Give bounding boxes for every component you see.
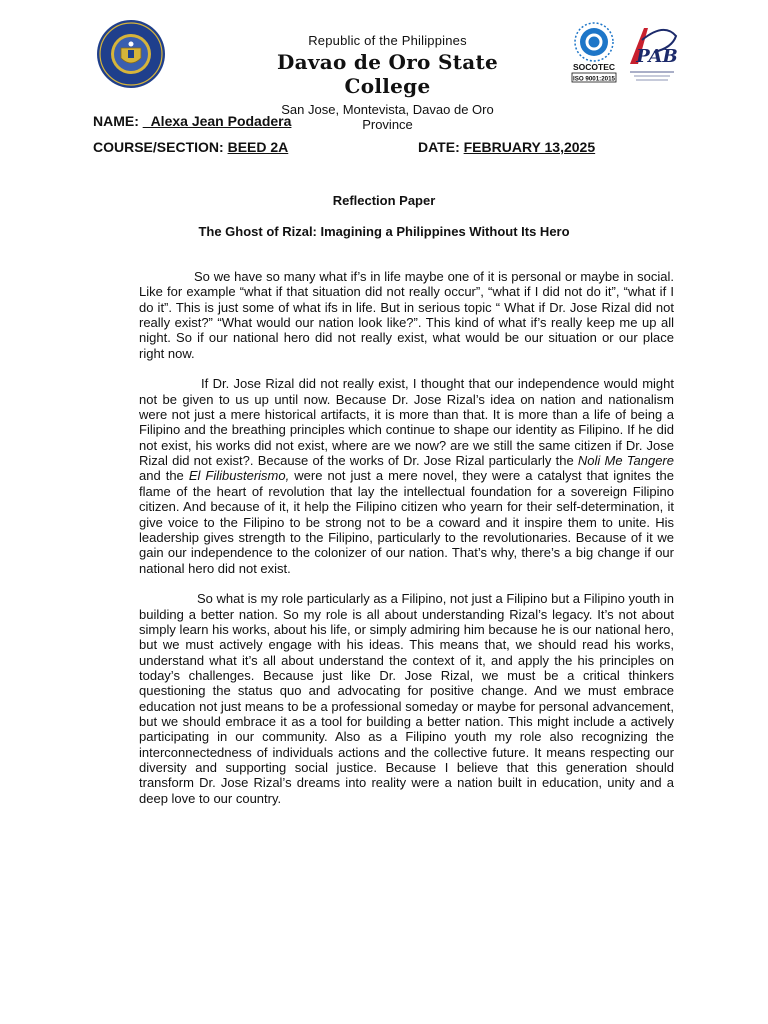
svg-text:ISO 9001:2015: ISO 9001:2015 xyxy=(573,75,615,83)
course-value: BEED 2A xyxy=(227,139,289,155)
socotec-certification-icon xyxy=(568,20,620,90)
pab-accreditation-icon xyxy=(624,18,680,90)
document-type: Reflection Paper xyxy=(332,193,436,208)
republic-label: Republic of the Philippines xyxy=(308,33,467,48)
date-label: DATE: xyxy=(418,139,460,155)
svg-text:SOCOTEC: SOCOTEC xyxy=(572,62,616,72)
course-label: COURSE/SECTION: xyxy=(93,139,224,155)
document-title: The Ghost of Rizal: Imagining a Philippines Without Its Hero xyxy=(198,224,570,239)
college-seal-icon xyxy=(96,18,166,90)
college-name: Davao de Oro State College xyxy=(276,50,499,98)
paragraph-3: So what is my role particularly as a Filipino, not just a Filipino but a Filipino youth in building a better nation. So my role is all about understanding Rizal’s legacy. It’s not about simply learn his works, about his life, or simply admiring him because he is our national hero, but we must actively engage with his ideas. This means that, we should read his works, understand what it’s all about understand the context of it, and apply the his principles on today’s challenges. Because just like Dr. Jose Rizal, we must be a critical thinkers questioning the status quo and advocating for positive change. And we must embrace education not just means to be a professional someday or maybe for personal advancement, but we should embrace it as a tool for building a better nation. This might include a actively participating in our community. Also as a Filipino youth my role also recognizing the interconnectedness of individuals actions and the collective future. It means respecting our diversity and supporting social justice. Because I believe that this generation should transform Dr. Jose Rizal’s dreams into reality were a nation built in education, unity and a deep love to our country. xyxy=(139,591,674,806)
essay-body xyxy=(139,269,674,821)
course-section-field xyxy=(93,139,288,155)
el-filibusterismo-title: El Filibusterismo, xyxy=(188,468,290,484)
paragraph-2-part-b: were not just a mere novel, they were a catalyst that ignites the flame of the heart of revolution that lay the intellectual foundation for a sovereign Filipino citizen. And because of it, it help the Filipino citizen who yearn for their self-determination, it give voice to the Filipino to be strong not to be a coward and it inspire them to unite. His leadership gives strength to the Filipino, particularly to the revolutionaries. Because of it we gain our independence to the colonizer of our nation. That’s why, there’s a big change if our national hero did not exist. xyxy=(139,468,674,576)
paragraph-2-and: and the xyxy=(139,468,184,484)
name-value: _Alexa Jean Podadera xyxy=(142,113,292,129)
paragraph-2 xyxy=(139,376,674,575)
name-field xyxy=(93,113,291,129)
college-address: San Jose, Montevista, Davao de Oro Province xyxy=(281,102,494,132)
noli-me-tangere-title: Noli Me Tangere xyxy=(577,453,674,469)
date-field xyxy=(418,139,595,155)
name-label: NAME: xyxy=(93,113,139,129)
date-value: FEBRUARY 13,2025 xyxy=(463,139,596,155)
paragraph-2-part-a: If Dr. Jose Rizal did not really exist, I thought that our independence would might not be given to us up until now. Because Dr. Jose Rizal’s idea on nation and nationalism were not just a mere historical artifacts, it is more than that. It is more than a life of being a Filipino and the breathing principles which continue to shape our identity as Filipino. If he did not exist, his works did not exist, where are we now? are we still the same citizen if Dr. Jose Rizal did not exist?. Because of the works of Dr. Jose Rizal particularly the xyxy=(139,376,674,469)
svg-text:PAB: PAB xyxy=(636,46,678,67)
paragraph-1: So we have so many what if’s in life maybe one of it is personal or maybe in social. Like for example “what if that situation did not really occur”, “what if I did not do it”, “what if I do it”. This is just some of what ifs in life. But in serious topic “ What if Dr. Jose Rizal did not really exist?” “What would our nation look like?”. This kind of what if’s really keep me up all night. So if our national hero did not really exist, what would be our situation or our place right now. xyxy=(139,269,674,361)
